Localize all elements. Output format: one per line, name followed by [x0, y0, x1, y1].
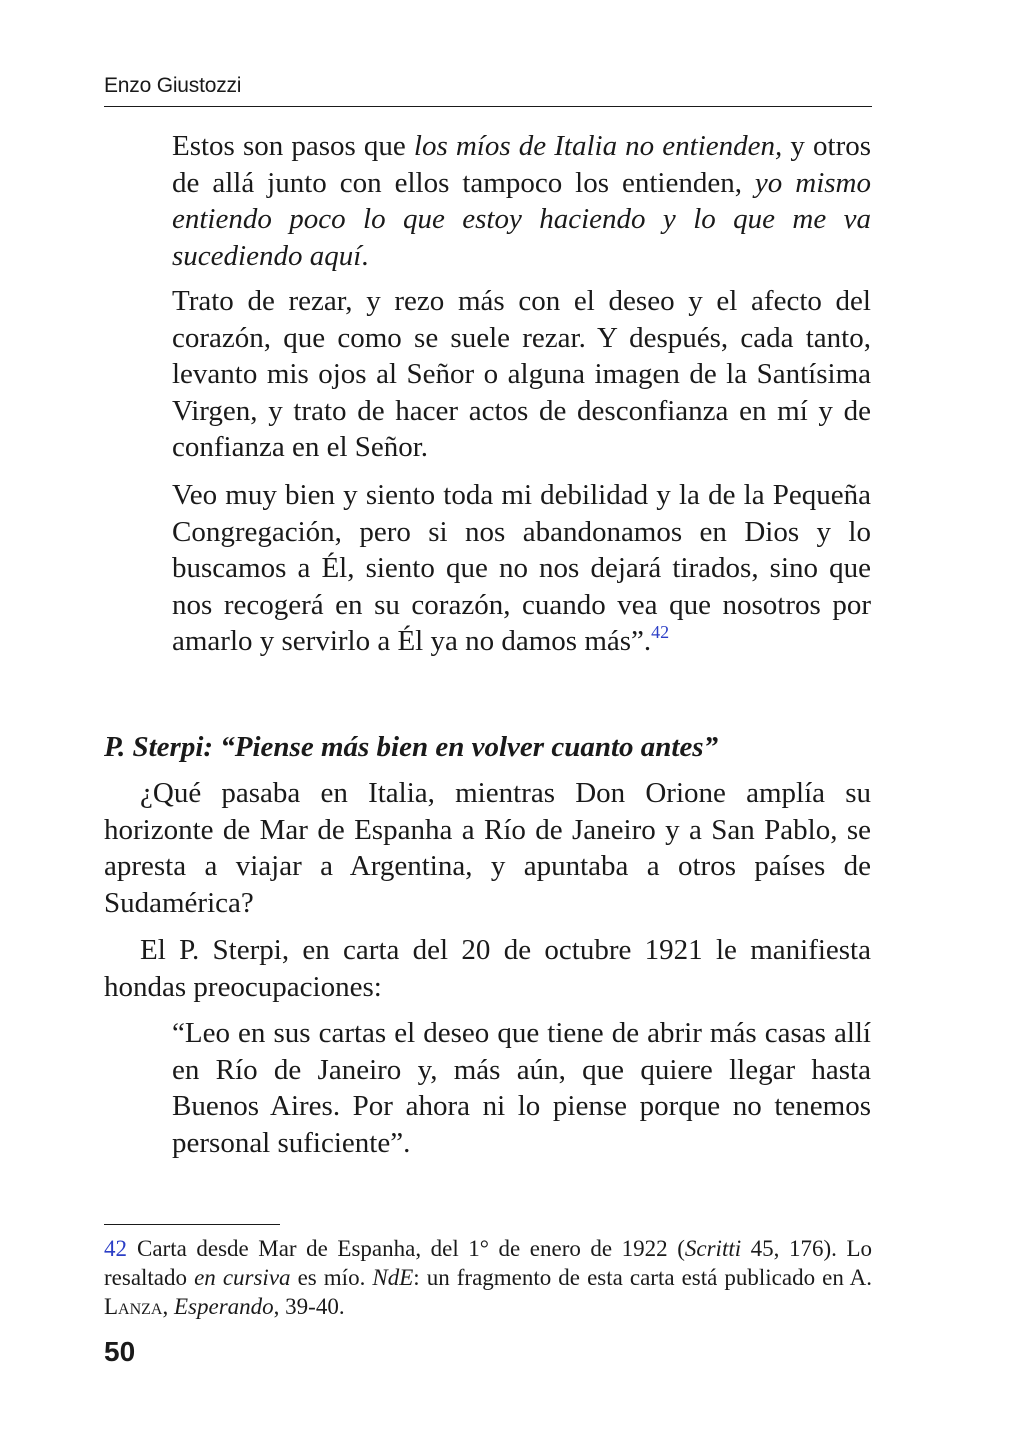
section-heading: P. Sterpi: “Piense más bien en volver cuanto antes” [104, 731, 719, 763]
footnote [104, 1234, 872, 1321]
page-number: 50 [104, 1336, 136, 1367]
quote-paragraph-4: “Leo en sus cartas el deseo que tiene de abrir más casas allí en Río de Janeiro y, más aún, que quiere llegar hasta Buenos Aires. Por ahora ni lo piense porque no tenemos personal suficiente”. [172, 1017, 871, 1159]
quote-text: y otros de allá junto con ellos tampoco los entienden, [172, 130, 872, 199]
footnote-italic: NdE [372, 1265, 414, 1290]
footnote-text: , 39-40. [273, 1294, 345, 1319]
quote-paragraph-3 [172, 477, 871, 660]
quote-text: Estos son pasos que [172, 130, 414, 162]
quote-paragraph-2: Trato de rezar, y rezo más con el deseo y el afecto del corazón, que como se suele rezar. Y después, cada tanto, levanto mis ojos al Señor o alguna imagen de la Santísima Virgen, y trato de hacer actos de desconfianza en mí y de confianza en el Señor. [172, 285, 871, 464]
body-paragraph-2: El P. Sterpi, en carta del 20 de octubre 1921 le manifiesta hondas preocupaciones: [104, 934, 871, 1003]
footnote-text: , [162, 1294, 174, 1319]
footnote-text: : un fragmento de esta carta está publicado en A. [413, 1265, 872, 1290]
footnote-author-smallcaps: Lanza [104, 1294, 163, 1319]
footnote-italic: Scritti [684, 1236, 742, 1261]
footnote-italic: Esperando [174, 1294, 274, 1319]
footnote-rule [104, 1224, 280, 1225]
footnote-text: es mío. [290, 1265, 373, 1290]
quote-italic: los míos de Italia no entienden, [413, 130, 783, 162]
quote-italic: yo mismo entiendo poco lo que estoy haciendo y lo que me va sucediendo aquí [172, 166, 871, 272]
quote-paragraph-1 [172, 128, 871, 274]
body-paragraph-1: ¿Qué pasaba en Italia, mientras Don Orione amplía su horizonte de Mar de Espanha a Río de Janeiro y a San Pablo, se apresta a viajar a Argentina, y apuntaba a otros países de Sudamérica? [104, 777, 871, 919]
quote-text: Veo muy bien y siento toda mi debilidad y la de la Pequeña Congregación, pero si nos abandonamos en Dios y lo buscamos a Él, siento que no nos dejará tirados, sino que nos recogerá en su corazón, cuando vea que nosotros por amarlo y servirlo a Él ya no damos más”. [172, 479, 871, 658]
footnote-reference-link[interactable]: 42 [651, 622, 670, 643]
footnote-number-link[interactable]: 42 [104, 1236, 127, 1261]
footnote-text: 45, 176). Lo resaltado [104, 1236, 872, 1290]
footnote-text: Carta desde Mar de Espanha, del 1° de enero de 1922 ( [137, 1236, 685, 1261]
header-rule [104, 106, 872, 107]
footnote-italic: en cursiva [194, 1265, 291, 1290]
quote-text: . [361, 239, 369, 272]
running-head: Enzo Giustozzi [104, 74, 242, 97]
